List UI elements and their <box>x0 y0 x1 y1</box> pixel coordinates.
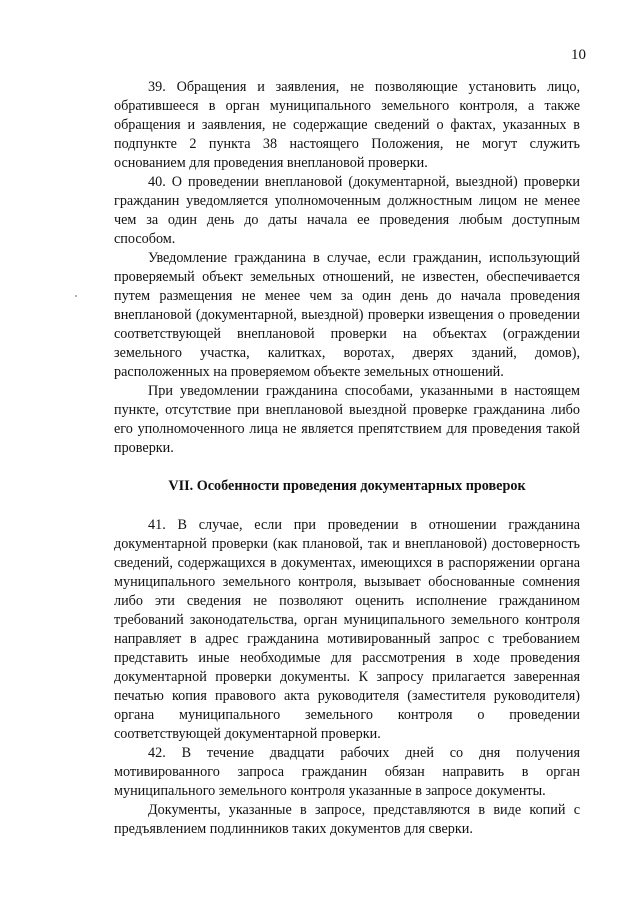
paragraph-42: 42. В течение двадцати рабочих дней со дня получения мотивированного запроса гражданин обязан направить в орган муниципального земельного контроля указанные в запросе документы. <box>114 745 580 799</box>
page-number: 10 <box>571 47 586 63</box>
paragraph-40-notice: Уведомление гражданина в случае, если гражданин, использующий проверяемый объект земельных отношений, не известен, обеспечивается путем размещения не менее чем за один день до начала проведения внеплановой (документарной, выездной) проверки извещения о проведении соответствующей внеплановой проверки на объектах (ограждении земельного участка, калитках, воротах, дверях зданий, домов), расположенных на проверяемом объекте земельных отношений. <box>114 250 580 380</box>
paragraph-39: 39. Обращения и заявления, не позволяющие установить лицо, обратившееся в орган муниципального земельного контроля, а также обращения и заявления, не содержащие сведений о фактах, указанных в подпункте 2 пункта 38 настоящего Положения, не могут служить основанием для проведения внеплановой проверки. <box>114 79 580 171</box>
paragraph-42-documents: Документы, указанные в запросе, представляются в виде копий с предъявлением подлинников таких документов для сверки. <box>114 802 580 837</box>
section-heading: VII. Особенности проведения документарных проверок <box>168 478 526 494</box>
paragraph-41: 41. В случае, если при проведении в отношении гражданина документарной проверки (как плановой, так и внеплановой) достоверность сведений, содержащихся в документах, имеющихся в распоряжении органа муниципального земельного контроля, вызывает обоснованные сомнения либо эти сведения не позволяют оценить исполнение гражданином требований законодательства, орган муниципального земельного контроля направляет в адрес гражданина мотивированный запрос с требованием представить иные необходимые для рассмотрения в ходе проведения документарной проверки документы. К запросу прилагается заверенная печатью копия правового акта руководителя (заместителя руководителя) органа муниципального земельного контроля о проведении соответствующей документарной проверки. <box>114 517 580 742</box>
paragraph-40: 40. О проведении внеплановой (документарной, выездной) проверки гражданин уведомляется уполномоченным должностным лицом не менее чем за один день до даты начала ее проведения любым доступным способом. <box>114 174 580 247</box>
scan-speck <box>75 295 77 297</box>
paragraph-40-absence: При уведомлении гражданина способами, указанными в настоящем пункте, отсутствие при внеплановой выездной проверке гражданина либо его уполномоченного лица не является препятствием для проведения такой проверки. <box>114 383 580 456</box>
document-body <box>114 78 580 839</box>
